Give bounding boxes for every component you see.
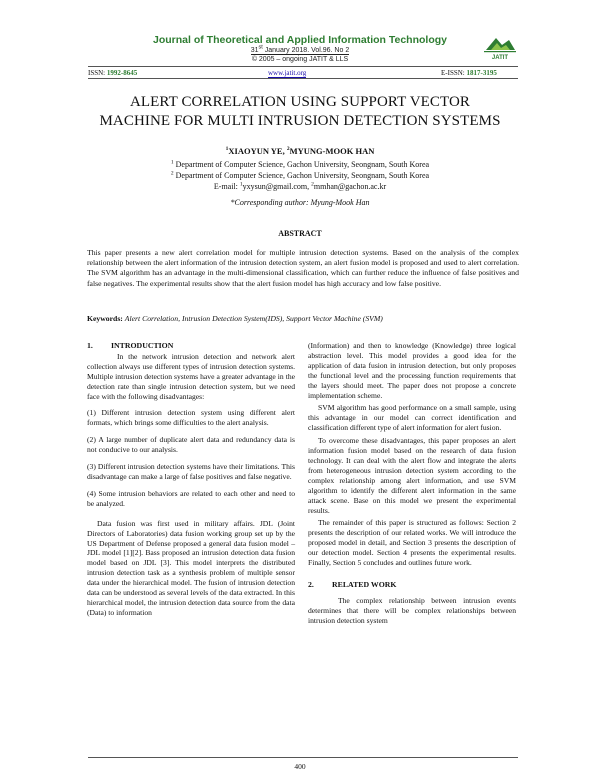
section-1-title: INTRODUCTION [111, 341, 174, 350]
disadvantage-item-2: (2) A large number of duplicate alert data and redundancy data is not conducive to our analysis. [87, 435, 295, 455]
header-rule-top [88, 66, 518, 67]
issue-day: 31 [250, 47, 259, 54]
right-column [308, 341, 516, 633]
right-paragraph-4: The remainder of this paper is structured as follows: Section 2 presents the description of our related works. We will introduce the proposed model in detail, and Section 3 presents the description of our detection model. Section 4 presents the experimental results. Finally, Section 5 concludes and outlines future work. [308, 518, 516, 568]
email-line [0, 182, 600, 191]
footer-rule [88, 757, 518, 758]
section-2-heading [308, 580, 516, 590]
affiliation-1 [0, 160, 600, 169]
logo-text: JATIT [491, 55, 509, 61]
eissn-number: 1817-3195 [466, 69, 497, 77]
journal-url-text[interactable]: www.jatit.org [268, 69, 307, 77]
keywords-label: Keywords: [87, 314, 125, 323]
related-work-paragraph: The complex relationship between intrusion events determines that there will be complex relationships between intrusion detection system [308, 595, 516, 625]
author-1: XIAOYUN YE, [228, 146, 287, 156]
journal-copyright: © 2005 – ongoing JATIT & LLS [251, 56, 349, 63]
affiliation-2 [0, 171, 600, 180]
issue-day-suffix: st [258, 44, 263, 51]
section-2-title: RELATED WORK [332, 579, 397, 589]
email-label: E-mail: [213, 182, 240, 191]
disadvantage-item-4: (4) Some intrusion behaviors are related to each other and need to be analyzed. [87, 488, 295, 508]
header-rule-bottom [88, 78, 518, 79]
email2-sup: 2 [311, 181, 314, 188]
authors [0, 146, 600, 156]
issn-label: ISSN: [88, 69, 107, 77]
disadvantage-item-1: (1) Different intrusion detection system using different alert formats, which brings some difficulties to the alert analysis. [87, 408, 295, 428]
aff1-text: Department of Computer Science, Gachon University, Seongnam, South Korea [173, 160, 430, 169]
intro-paragraph-1: In the network intrusion detection and network alert collection always use different types of intrusion detection systems. Multiple intrusion detection systems have a greater advantage in the detection rate than single intrusion detection system, but we need face with the following disadvantages: [87, 351, 295, 401]
abstract-heading: ABSTRACT [278, 229, 322, 238]
paper-title [60, 93, 540, 131]
keywords [87, 314, 519, 323]
eissn-line [441, 69, 497, 77]
keywords-list: Alert Correlation, Intrusion Detection System(IDS), Support Vector Machine (SVM) [124, 314, 383, 323]
section-1-heading [87, 341, 295, 351]
title-line-1: ALERT CORRELATION USING SUPPORT VECTOR [129, 94, 471, 110]
email-1[interactable]: yxysun@gmail.com, [242, 182, 312, 191]
aff2-text: Department of Computer Science, Gachon University, Seongnam, South Korea [173, 171, 430, 180]
email-2[interactable]: mmhan@gachon.ac.kr [313, 182, 387, 191]
left-column [87, 341, 295, 625]
issn-line [88, 69, 137, 77]
email1-sup: 1 [239, 181, 243, 188]
abstract-text: This paper presents a new alert correlation model for multiple intrusion detection systems. Based on the analysis of the complex relationship between the alert information of the intrusion detection system, an alert fusion model is proposed and used to alert correlation. The SVM algorithm has an advantage in the multi-dimensional classification, which can further reduce the influence of false positives and false negatives. The experimental results show that the alert fusion model has high accuracy and low false positive. [87, 248, 519, 288]
corresponding-author: *Corresponding author: Myung-Mook Han [230, 198, 370, 207]
intro-paragraph-2: Data fusion was first used in military affairs. JDL (Joint Directors of Laboratories) data fusion working group set up by the US Department of Defense proposed a general data fusion model – JDL model [1][2]. Bass proposed an intrusion detection data fusion model based on JDL [3]. This model interprets the distributed intrusion detection task as a synthesis problem of multiple sensor data under the hierarchical model. The fusion of intrusion detection data can be understood as several levels of the data extracted. In this hierarchical model, the intrusion detection data source from the data (Data) to information [87, 518, 295, 617]
author-2: MYUNG-MOOK HAN [289, 146, 375, 156]
author1-sup: 1 [225, 146, 229, 153]
section-1-number: 1. [87, 341, 93, 350]
aff1-sup: 1 [170, 159, 174, 166]
jatit-logo [482, 34, 518, 64]
eissn-label: E-ISSN: [441, 69, 467, 77]
right-paragraph-2: SVM algorithm has good performance on a small sample, using this advantage in our model can correct identification and classification different type of alert information for alert fusion. [308, 403, 516, 433]
right-paragraph-3: To overcome these disadvantages, this paper proposes an alert information fusion model based on the research of data fusion technology. It can deal with the alert flow and integrate the alerts from heterogeneous intrusion detection system according to the complex relationship among alert information, and use SVM algorithm to identify the different alert information in the same attack scene. Base on this model we present the experimental results. [308, 436, 516, 515]
page-number: 400 [294, 762, 306, 771]
disadvantage-item-3: (3) Different intrusion detection systems have their limitations. This disadvantage can make a large of false positives and false negative. [87, 462, 295, 481]
issn-number: 1992-8645 [106, 69, 138, 77]
author2-sup: 2 [286, 146, 290, 153]
issue-volume: January 2018. Vol.96. No 2 [262, 47, 350, 54]
section-2-number: 2. [308, 579, 314, 589]
journal-title: Journal of Theoretical and Applied Information Technology [152, 34, 447, 46]
right-paragraph-1: (Information) and then to knowledge (Knowledge) three logical abstraction level. This model provides a good idea for the application of data fusion in intrusion detection, but only proposes the functional level and the processing function requirements that the layers should meet. The paper does not propose a concrete implementation scheme. [308, 341, 516, 400]
aff2-sup: 2 [170, 170, 174, 177]
title-line-2: MACHINE FOR MULTI INTRUSION DETECTION SYSTEMS [99, 113, 501, 129]
journal-url[interactable] [268, 69, 306, 77]
